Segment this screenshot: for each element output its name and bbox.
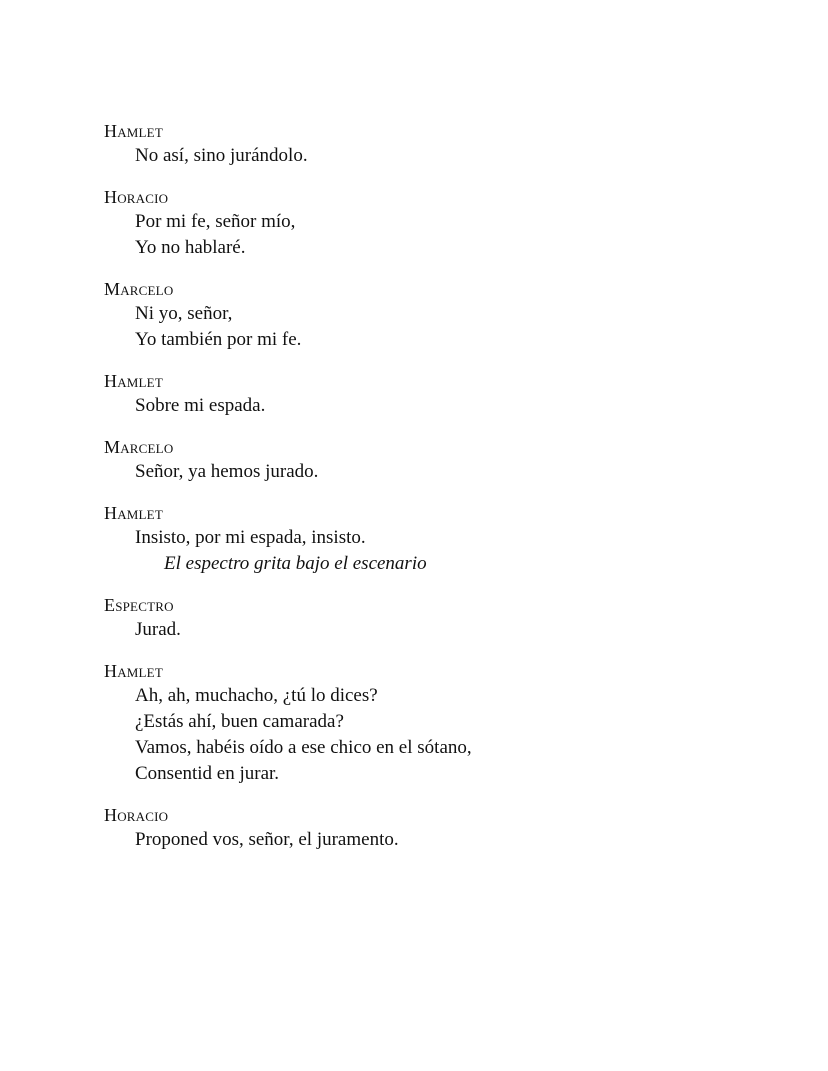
dialogue-line: Ni yo, señor, [135,303,233,324]
dialogue-line: Yo también por mi fe. [135,329,302,350]
dialogue-line: Por mi fe, señor mío, [135,211,296,232]
speech-block [104,185,828,261]
speech-block [104,659,828,787]
dialogue-line: Ah, ah, muchacho, ¿tú lo dices? [135,685,378,706]
speaker-name: Espectro [104,595,174,615]
speaker-name: Hamlet [104,503,163,523]
speech-block [104,277,828,353]
dialogue-line: Consentid en jurar. [135,763,280,784]
speech-block [104,435,828,485]
dialogue-line: Jurad. [135,619,181,640]
speaker-name: Marcelo [104,437,174,457]
speaker-name: Horacio [104,187,169,207]
speech-block [104,369,828,419]
speaker-name: Hamlet [104,121,163,141]
speech-block [104,593,828,643]
speaker-name: Marcelo [104,279,174,299]
speech-block [104,803,828,853]
stage-direction: El espectro grita bajo el escenario [164,553,427,574]
speaker-name: Hamlet [104,661,163,681]
dialogue-line: Yo no hablaré. [135,237,246,258]
dialogue-line: ¿Estás ahí, buen camarada? [135,711,344,732]
dialogue-line: Vamos, habéis oído a ese chico en el sótano, [135,737,472,758]
dialogue-line: Proponed vos, señor, el juramento. [135,829,399,850]
dialogue-line: Sobre mi espada. [135,395,266,416]
dialogue-line: Señor, ya hemos jurado. [135,461,319,482]
speech-block [104,501,828,577]
speaker-name: Horacio [104,805,169,825]
speaker-name: Hamlet [104,371,163,391]
speech-block [104,119,828,169]
dialogue-line: Insisto, por mi espada, insisto. [135,527,366,548]
dialogue-line: No así, sino jurándolo. [135,145,308,166]
